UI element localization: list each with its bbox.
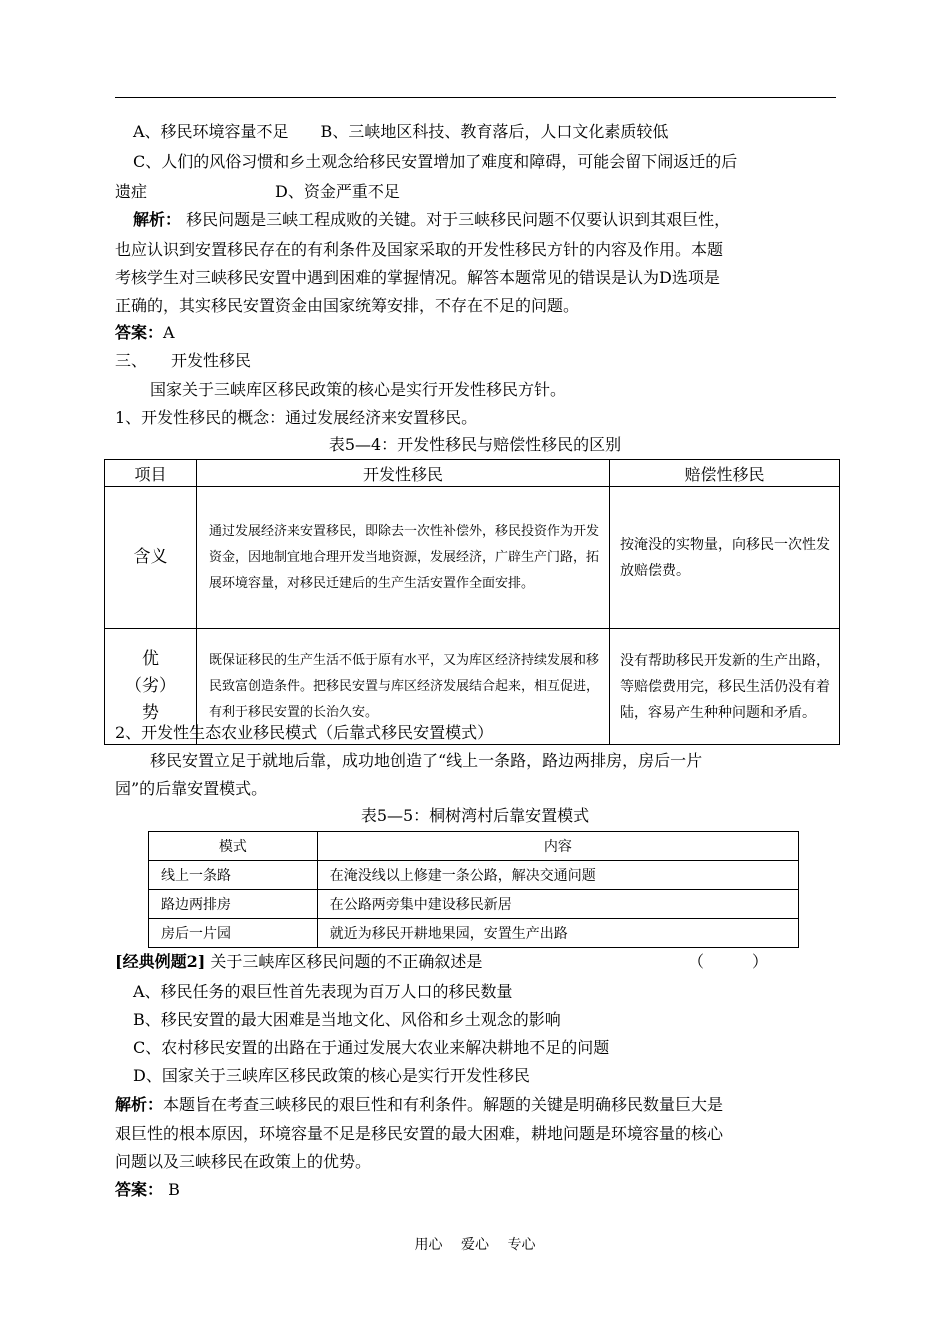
analysis1-line3: 考核学生对三峡移民安置中遇到困难的掌握情况。解答本题常见的错误是认为D选项是 [115, 268, 720, 287]
table5-content-cell: 就近为移民开耕地果园，安置生产出路 [317, 919, 798, 948]
example2-option-b: B、移民安置的最大困难是当地文化、风俗和乡土观念的影响 [133, 1010, 561, 1029]
analysis1-line2: 也应认识到安置移民存在的有利条件及国家采取的开发性移民方针的内容及作用。本题 [115, 240, 724, 259]
table5-mode-cell: 线上一条路 [149, 861, 318, 890]
section2-heading: 2、开发性生态农业移民模式（后靠式移民安置模式） [115, 723, 494, 742]
table4-comp-cell: 按淹没的实物量，向移民一次性发放赔偿费。 [610, 487, 840, 629]
table5-content-cell: 在公路两旁集中建设移民新居 [317, 890, 798, 919]
answer1-value: A [163, 323, 175, 342]
table5-caption: 表5—5：桐树湾村后靠安置模式 [360, 806, 590, 825]
section3-intro: 国家关于三峡库区移民政策的核心是实行开发性移民方针。 [150, 380, 567, 399]
analysis1-text: 移民问题是三峡工程成败的关键。对于三峡移民问题不仅要认识到其艰巨性， [186, 210, 731, 229]
header-rule [115, 97, 836, 98]
table4-caption: 表5—4：开发性移民与赔偿性移民的区别 [328, 435, 622, 454]
q1-option-d: 遗症 D、资金严重不足 [115, 182, 400, 201]
answer1-label: 答案： [115, 323, 164, 342]
section2-para-line1: 移民安置立足于就地后靠，成功地创造了“线上一条路，路边两排房，房后一片 [150, 751, 703, 770]
analysis1-first-line [133, 210, 730, 230]
table4 [104, 459, 840, 745]
answer2-label: 答案： [115, 1180, 164, 1199]
table-row [149, 861, 799, 890]
example2-question [115, 952, 482, 972]
example2-text: 关于三峡库区移民问题的不正确叙述是 [210, 952, 483, 971]
q1-option-ab: A、移民环境容量不足 B、三峡地区科技、教育落后，人口文化素质较低 [133, 122, 669, 141]
analysis2-text: 本题旨在考查三峡移民的艰巨性和有利条件。解题的关键是明确移民数量巨大是 [163, 1095, 724, 1114]
analysis2-line3: 问题以及三峡移民在政策上的优势。 [115, 1152, 372, 1171]
table4-row-label: 含义 [105, 487, 197, 629]
page-footer: 用心 爱心 专心 [414, 1237, 536, 1253]
table4-dev-cell: 既保证移民的生产生活不低于原有水平，又为库区经济持续发展和移民致富创造条件。把移民安置与库区经济发展结合起来，相互促进，有利于移民安置的长治久安。 [197, 629, 610, 745]
table-row [105, 487, 840, 629]
section3-heading: 三、 开发性移民 [115, 351, 252, 370]
answer2 [115, 1180, 180, 1200]
table4-header-row [105, 460, 840, 487]
table5-mode-cell: 房后一片园 [149, 919, 318, 948]
analysis1-line4: 正确的，其实移民安置资金由国家统筹安排，不存在不足的问题。 [115, 296, 580, 315]
analysis1-label: 解析： [133, 210, 182, 229]
table-row [149, 890, 799, 919]
analysis2-line2: 艰巨性的根本原因，环境容量不足是移民安置的最大困难，耕地问题是环境容量的核心 [115, 1124, 724, 1143]
table4-header-comp: 赔偿性移民 [610, 460, 840, 487]
answer1 [115, 323, 175, 343]
answer2-value: B [168, 1180, 180, 1199]
table4-header-item: 项目 [105, 460, 197, 487]
q1-option-c: C、人们的风俗习惯和乡土观念给移民安置增加了难度和障碍，可能会留下闹返迁的后 [133, 152, 738, 171]
example2-option-c: C、农村移民安置的出路在于通过发展大农业来解决耕地不足的问题 [133, 1038, 610, 1057]
table4-comp-cell: 没有帮助移民开发新的生产出路，等赔偿费用完，移民生活仍没有着陆，容易产生种种问题和矛盾。 [610, 629, 840, 745]
table5-content-cell: 在淹没线以上修建一条公路，解决交通问题 [317, 861, 798, 890]
table5-mode-cell: 路边两排房 [149, 890, 318, 919]
table4-dev-cell: 通过发展经济来安置移民，即除去一次性补偿外，移民投资作为开发资金，因地制宜地合理开发当地资源，发展经济，广辟生产门路，拓展环境容量，对移民迁建后的生产生活安置作全面安排。 [197, 487, 610, 629]
analysis2-label: 解析： [115, 1095, 164, 1114]
example2-blank: （ ） [688, 952, 769, 971]
table-row [149, 919, 799, 948]
section2-para-line2: 园”的后靠安置模式。 [115, 779, 268, 798]
table4-row-label: 优（劣）势 [105, 629, 197, 745]
section3-concept: 1、开发性移民的概念：通过发展经济来安置移民。 [115, 408, 478, 427]
example2-label: [经典例题2] [115, 952, 206, 971]
example2-option-d: D、国家关于三峡库区移民政策的核心是实行开发性移民 [133, 1066, 530, 1085]
analysis2-first-line [115, 1095, 723, 1115]
table4-header-dev: 开发性移民 [197, 460, 610, 487]
table5-header-mode: 模式 [149, 832, 318, 861]
table5-header-content: 内容 [317, 832, 798, 861]
example2-option-a: A、移民任务的艰巨性首先表现为百万人口的移民数量 [133, 982, 513, 1001]
table5-header-row [149, 832, 799, 861]
table5 [148, 831, 799, 948]
